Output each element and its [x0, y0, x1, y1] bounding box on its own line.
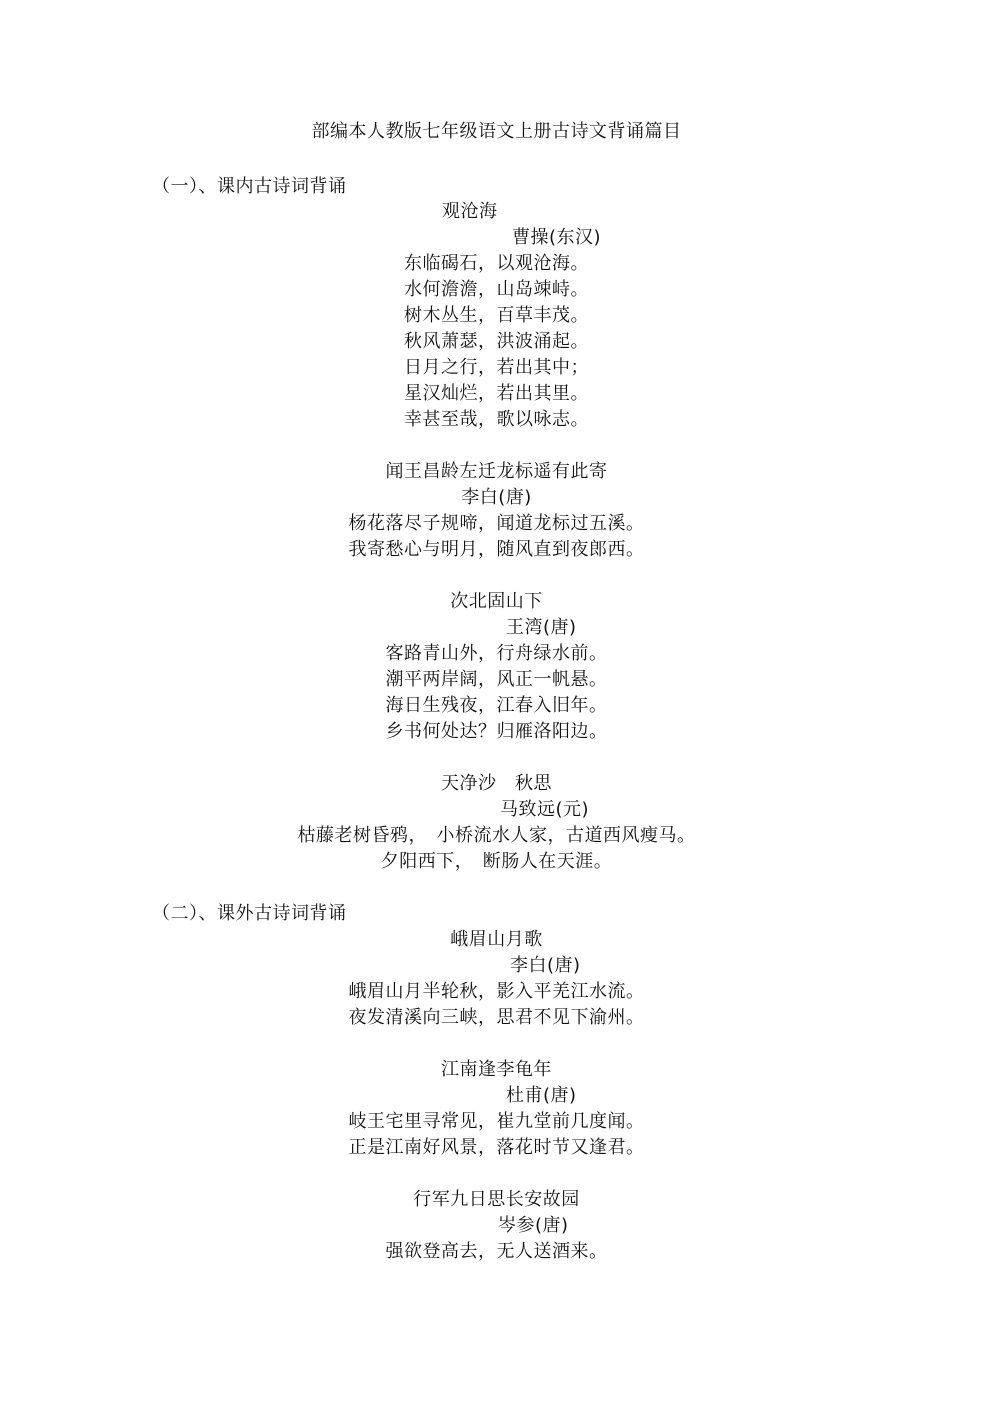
poem-title: 江南逢李龟年 — [441, 1059, 552, 1080]
poem-line: 水何澹澹，山岛竦峙。 — [404, 279, 589, 300]
poem-line: 正是江南好风景，落花时节又逢君。 — [348, 1137, 645, 1158]
poem-title: 闻王昌龄左迁龙标遥有此寄 — [385, 461, 608, 482]
poem-line: 日月之行，若出其中； — [404, 357, 589, 378]
poem-line: 杨花落尽子规啼，闻道龙标过五溪。 — [348, 513, 645, 534]
poem-line: 强欲登高去，无人送酒来。 — [385, 1241, 608, 1262]
poem-title: 次北固山下 — [450, 591, 543, 612]
poem-line: 岐王宅里寻常见，崔九堂前几度闻。 — [348, 1111, 645, 1132]
poem-line: 夕阳西下， 断肠人在天涯。 — [380, 851, 613, 872]
poem-line: 树木丛生，百草丰茂。 — [404, 305, 589, 326]
poem-line: 枯藤老树昏鸦， 小桥流水人家，古道西风瘦马。 — [297, 825, 696, 846]
poem-line: 夜发清溪向三峡，思君不见下渝州。 — [348, 1007, 645, 1028]
poem-author: 王湾(唐) — [506, 617, 577, 638]
document-title: 部编本人教版七年级语文上册古诗文背诵篇目 — [311, 121, 682, 142]
poem-line: 幸甚至哉，歌以咏志。 — [404, 409, 589, 430]
poem-line: 星汉灿烂，若出其里。 — [404, 383, 589, 404]
poem-title: 行军九日思长安故园 — [413, 1189, 580, 1210]
poem-line: 我寄愁心与明月，随风直到夜郎西。 — [348, 539, 645, 560]
poem-title: 峨眉山月歌 — [450, 929, 543, 950]
section-heading-in-class: （一）、课内古诗词背诵 — [152, 176, 347, 197]
poem-author: 李白(唐) — [461, 487, 532, 508]
poem-author: 岑参(唐) — [498, 1215, 569, 1236]
poem-line: 东临碣石，以观沧海。 — [404, 253, 589, 274]
poem-line: 潮平两岸阔，风正一帆悬。 — [385, 669, 608, 690]
poem-title: 天净沙 秋思 — [441, 773, 552, 794]
poem-line: 峨眉山月半轮秋，影入平羌江水流。 — [348, 981, 645, 1002]
poem-line: 乡书何处达？归雁洛阳边。 — [385, 721, 608, 742]
poem-line: 秋风萧瑟，洪波涌起。 — [404, 331, 589, 352]
poem-line: 海日生残夜，江春入旧年。 — [385, 695, 608, 716]
section-heading-extracurricular: （二）、课外古诗词背诵 — [152, 903, 347, 924]
poem-title: 观沧海 — [442, 201, 498, 222]
poem-line: 客路青山外，行舟绿水前。 — [385, 643, 608, 664]
poem-author: 杜甫(唐) — [506, 1085, 577, 1106]
poem-author: 曹操(东汉) — [512, 227, 602, 248]
poem-author: 马致远(元) — [500, 799, 590, 820]
poem-author: 李白(唐) — [510, 955, 581, 976]
